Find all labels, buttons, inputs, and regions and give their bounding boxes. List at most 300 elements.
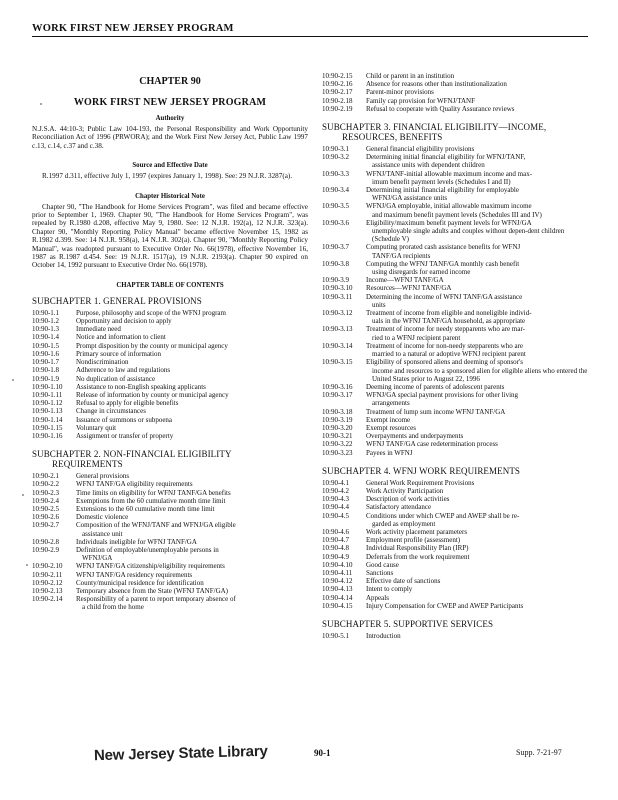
right-column — [322, 72, 589, 640]
section-title — [364, 408, 589, 416]
toc-entry — [32, 309, 308, 317]
section-number: 10:90-3.7 — [322, 243, 350, 252]
section-number: 10:90-4.10 — [322, 560, 353, 569]
subchapter-1-heading — [32, 296, 308, 306]
section-title — [364, 602, 589, 610]
history-text: Chapter 90, "The Handbook for Home Services Program", was filed and became effective prior to September 1, 1969. Chapter 90, "The Handbook for Home Services Program", was repealed by R.1980 d.208, effective May 9, 1980. See: 12 N.J.R. 192(a), 12 N.J.R. 323(a). Chapter 90, "Monthly Reporting Policy Manual" became effective November 15, 1982 as R.1982 d.399. See: 14 N.J.R. 958(a), 14 N.J.R. 302(a). Chapter 90, "Monthly Reporting Policy Manual", was readopted pursuant to Executive Order No. 66(1978), effective November 16, 1987 as R.1987 d.454. See: 19 N.J.R. 1517(a), 19 N.J.R. 2193(a). Chapter 90 expired on October 14, 1992 pursuant to Executive Order No. 66(1978). — [32, 202, 308, 270]
section-title — [74, 480, 308, 488]
section-title — [364, 449, 589, 457]
section-title — [364, 536, 589, 544]
section-title — [74, 571, 308, 579]
toc-entry — [32, 342, 308, 350]
section-title-wrap: uals in the WFNJ TANF/GA household, as appropriate — [372, 317, 526, 326]
authority-text: N.J.S.A. 44:10-3; Public Law 104-193, the Personal Responsibility and Work Opportunity Reconciliation Act of 1996 (PRWORA); and the Work First New Jersey Act, Public Law 1997 c.13, c.14, c.37 and c.38. — [32, 125, 308, 150]
section-number: 10:90-1.9 — [32, 374, 60, 383]
toc-entry — [32, 383, 308, 391]
toc-entry — [32, 513, 308, 521]
section-title-text: Effective date of sanctions — [366, 577, 441, 586]
section-title — [74, 587, 308, 595]
section-title — [364, 145, 589, 153]
section-title-text: Treatment of income from eligible and noneligible individ- — [366, 309, 532, 318]
toc-entry — [32, 489, 308, 497]
section-title-text: Assignment or transfer of property — [76, 431, 174, 440]
section-title-text: Injury Compensation for CWEP and AWEP Participants — [366, 601, 524, 610]
section-title-text: Description of work activities — [366, 495, 450, 504]
section-title — [74, 375, 308, 383]
toc-entry — [32, 571, 308, 579]
section-number: 10:90-1.16 — [32, 431, 63, 440]
section-title — [364, 260, 589, 276]
section-title-wrap: income and resources to a sponsored alien for eligible aliens who entered the United States prior to August 22, 1996 — [372, 366, 588, 383]
section-title-text: Eligibility/maximum benefit payment levels for WFNJ/GA — [366, 218, 532, 227]
section-title — [74, 317, 308, 325]
section-title — [364, 284, 589, 292]
section-title-wrap: unemployable single adults and couples without depen-dent children (Schedule V) — [372, 227, 565, 244]
section-title — [74, 325, 308, 333]
section-title-text: General Work Requirement Provisions — [366, 478, 475, 487]
section-title-text: Eligibility of sponsored aliens and deeming of sponsor's — [366, 358, 523, 367]
section-title-text: Good cause — [366, 560, 399, 569]
section-title — [364, 309, 589, 325]
subchapter-5-heading — [322, 619, 589, 629]
section-title — [364, 88, 589, 96]
toc-entry — [322, 569, 589, 577]
section-title-text: Voluntary quit — [76, 423, 117, 432]
section-title-text: Overpayments and underpayments — [366, 432, 464, 441]
section-number: 10:90-2.1 — [32, 472, 60, 481]
section-title-text: Issuance of summons or subpoena — [76, 415, 173, 424]
section-number: 10:90-4.13 — [322, 585, 353, 594]
section-title — [364, 487, 589, 495]
toc-entry — [322, 88, 589, 96]
toc-entry — [322, 97, 589, 105]
section-title-wrap: garded as employment — [372, 519, 436, 528]
toc-entry — [322, 153, 589, 169]
toc-entry — [32, 424, 308, 432]
toc-entry — [322, 449, 589, 457]
toc-entry — [322, 632, 589, 640]
section-number: 10:90-4.5 — [322, 511, 350, 520]
section-number: 10:90-2.7 — [32, 521, 60, 530]
section-title — [364, 594, 589, 602]
toc-entry — [32, 562, 308, 570]
toc-entry — [322, 284, 589, 292]
toc-entry — [322, 487, 589, 495]
toc-entry — [322, 342, 589, 358]
section-title — [364, 479, 589, 487]
supplement-date: Supp. 7-21-97 — [516, 748, 562, 757]
section-number: 10:90-4.15 — [322, 601, 353, 610]
toc-entry — [322, 602, 589, 610]
subchapter-3-list — [322, 145, 589, 457]
section-title-text: Assistance to non-English speaking applicants — [76, 382, 206, 391]
toc-entry — [32, 407, 308, 415]
authority-heading: Authority — [155, 115, 185, 122]
toc-entry — [322, 503, 589, 511]
section-number: 10:90-3.13 — [322, 325, 353, 334]
section-title — [74, 579, 308, 587]
section-title-text: Treatment of lump sum income WFNJ TANF/GA — [366, 407, 506, 416]
section-title-text: Determining the income of WFNJ TANF/GA assistance — [366, 292, 523, 301]
section-title — [364, 325, 589, 341]
section-number: 10:90-2.14 — [32, 595, 63, 604]
section-number: 10:90-3.20 — [322, 423, 353, 432]
toc-entry — [322, 202, 589, 218]
toc-entry — [322, 293, 589, 309]
toc-entry — [32, 366, 308, 374]
toc-entry — [32, 497, 308, 505]
section-number: 10:90-1.4 — [32, 333, 60, 342]
section-number: 10:90-1.7 — [32, 358, 60, 367]
section-title — [364, 503, 589, 511]
section-number: 10:90-2.9 — [32, 545, 60, 554]
section-title-text: Deeming income of parents of adolescent parents — [366, 382, 505, 391]
toc-entry — [32, 480, 308, 488]
subchapter-1-title: SUBCHAPTER 1. GENERAL PROVISIONS — [32, 295, 202, 306]
section-title-text: Definition of employable/unemployable persons in — [76, 545, 219, 554]
toc-entry — [322, 72, 589, 80]
toc-entry — [322, 432, 589, 440]
chapter-title: WORK FIRST NEW JERSEY PROGRAM — [73, 97, 267, 108]
toc-entry — [32, 595, 308, 611]
section-number: 10:90-1.14 — [32, 415, 63, 424]
toc-entry — [32, 317, 308, 325]
section-title — [74, 595, 308, 611]
section-title — [74, 489, 308, 497]
section-title — [74, 562, 308, 570]
section-number: 10:90-1.8 — [32, 366, 60, 375]
section-title-wrap: WFNJ/GA — [82, 554, 113, 563]
section-title — [364, 358, 589, 383]
section-title — [364, 391, 589, 407]
section-title — [364, 186, 589, 202]
section-number: 10:90-3.23 — [322, 448, 353, 457]
section-title-text: Treatment of income for non-needy stepparents who are — [366, 341, 523, 350]
toc-entry — [322, 219, 589, 244]
subchapter-2-title: SUBCHAPTER 2. NON-FINANCIAL ELIGIBILITY — [32, 449, 232, 460]
section-title — [364, 342, 589, 358]
section-title-text: Individual Responsibility Plan (IRP) — [366, 544, 469, 553]
section-number: 10:90-2.11 — [32, 570, 63, 579]
section-title-text: Computing the WFNJ TANF/GA monthly cash benefit — [366, 259, 520, 268]
section-title — [74, 399, 308, 407]
section-title-text: Deferrals from the work requirement — [366, 552, 470, 561]
section-number: 10:90-4.1 — [322, 478, 350, 487]
scan-speck — [12, 379, 14, 381]
section-title-text: Individuals ineligible for WFNJ TANF/GA — [76, 537, 197, 546]
section-title-text: Purpose, philosophy and scope of the WFNJ program — [76, 308, 226, 317]
section-number: 10:90-3.2 — [322, 153, 350, 162]
section-title — [74, 366, 308, 374]
section-title-wrap: using disregards for earned income — [372, 268, 471, 277]
section-title-text: Change in circumstances — [76, 407, 146, 416]
section-number: 10:90-4.8 — [322, 544, 350, 553]
toc-entry — [32, 391, 308, 399]
section-title-text: Composition of the WFNJ/TANF and WFNJ/GA eligible — [76, 521, 236, 530]
section-number: 10:90-2.10 — [32, 562, 63, 571]
toc-entry — [322, 325, 589, 341]
toc-entry — [322, 260, 589, 276]
section-title — [74, 513, 308, 521]
section-number: 10:90-4.4 — [322, 503, 350, 512]
subchapter-4-title: SUBCHAPTER 4. WFNJ WORK REQUIREMENTS — [322, 465, 521, 476]
section-title — [364, 528, 589, 536]
section-number: 10:90-3.21 — [322, 432, 353, 441]
section-title — [74, 416, 308, 424]
library-stamp: New Jersey State Library — [93, 742, 268, 765]
section-number: 10:90-1.11 — [32, 390, 63, 399]
section-title — [74, 383, 308, 391]
section-title-text: WFNJ TANF/GA case redetermination process — [366, 440, 498, 449]
toc-entry — [322, 358, 589, 383]
section-title — [74, 497, 308, 505]
section-title-text: Exempt resources — [366, 423, 416, 432]
section-number: 10:90-1.3 — [32, 325, 60, 334]
section-title-text: Notice and information to client — [76, 333, 166, 342]
section-number: 10:90-3.5 — [322, 202, 350, 211]
section-title — [364, 72, 589, 80]
section-number: 10:90-2.12 — [32, 578, 63, 587]
subchapter-5-title: SUBCHAPTER 5. SUPPORTIVE SERVICES — [322, 618, 494, 629]
section-number: 10:90-1.5 — [32, 341, 60, 350]
toc-entry — [322, 594, 589, 602]
section-title-text: Conditions under which CWEP and AWEP shall be re- — [366, 511, 520, 520]
subchapter-3-heading — [322, 122, 589, 142]
section-title — [74, 342, 308, 350]
section-title — [364, 512, 589, 528]
section-title — [364, 416, 589, 424]
section-title — [364, 202, 589, 218]
section-title — [364, 632, 589, 640]
section-title — [364, 440, 589, 448]
section-title — [364, 432, 589, 440]
section-title-text: WFNJ/GA employable, initial allowable maximum income — [366, 202, 532, 211]
section-title — [74, 521, 308, 537]
toc-entry — [322, 80, 589, 88]
section-title-text: Time limits on eligibility for WFNJ TANF/GA benefits — [76, 488, 231, 497]
toc-entry — [32, 432, 308, 440]
section-number: 10:90-2.15 — [322, 72, 353, 80]
section-number: 10:90-3.17 — [322, 391, 353, 400]
section-number: 10:90-5.1 — [322, 631, 350, 640]
section-title — [74, 391, 308, 399]
section-title — [364, 495, 589, 503]
section-title-text: Resources—WFNJ TANF/GA — [366, 284, 452, 293]
section-title-text: Opportunity and decision to apply — [76, 317, 172, 326]
toc-entry — [32, 587, 308, 595]
subchapter-3-title: SUBCHAPTER 3. FINANCIAL ELIGIBILITY—INCOME, — [322, 122, 547, 133]
section-number: 10:90-3.9 — [322, 276, 350, 285]
section-title-text: WFNJ/TANF-initial allowable maximum income and max- — [366, 169, 533, 178]
section-number: 10:90-3.8 — [322, 259, 350, 268]
section-title-wrap: assistance unit — [82, 529, 123, 538]
section-number: 10:90-4.3 — [322, 495, 350, 504]
section-title — [74, 424, 308, 432]
running-head: WORK FIRST NEW JERSEY PROGRAM — [32, 23, 588, 37]
section-number: 10:90-4.7 — [322, 536, 350, 545]
section-number: 10:90-2.2 — [32, 480, 60, 489]
toc-entry — [322, 561, 589, 569]
section-number: 10:90-1.1 — [32, 308, 60, 317]
subchapter-4-list — [322, 479, 589, 610]
toc-entry — [322, 391, 589, 407]
section-title — [364, 243, 589, 259]
section-title-wrap: and maximum benefit payment levels (Schedules III and IV) — [372, 210, 542, 219]
section-number: 10:90-4.2 — [322, 486, 350, 495]
section-title-text: Refusal to cooperate with Quality Assurance reviews — [366, 104, 515, 113]
subchapter-2-list-continued — [322, 72, 589, 113]
toc-entry — [322, 105, 589, 113]
toc-entry — [32, 375, 308, 383]
left-column — [32, 70, 308, 612]
toc-entry — [32, 521, 308, 537]
subchapter-2-heading — [32, 449, 308, 469]
section-number: 10:90-1.2 — [32, 317, 60, 326]
section-number: 10:90-3.19 — [322, 415, 353, 424]
section-title — [364, 293, 589, 309]
section-title-text: Domestic violence — [76, 513, 129, 522]
section-title-text: Adherence to law and regulations — [76, 366, 171, 375]
section-number: 10:90-3.4 — [322, 186, 350, 195]
section-title-text: WFNJ TANF/GA residency requirements — [76, 570, 193, 579]
source-text: R.1997 d.311, effective July 1, 1997 (expires January 1, 1998). See: 29 N.J.R. 3287(a). — [42, 172, 293, 181]
toc-entry — [32, 538, 308, 546]
toc-entry — [322, 553, 589, 561]
section-title-text: No duplication of assistance — [76, 374, 156, 383]
section-number: 10:90-2.5 — [32, 504, 60, 513]
toc-heading: CHAPTER TABLE OF CONTENTS — [116, 281, 224, 289]
section-number: 10:90-2.4 — [32, 496, 60, 505]
history-heading: Chapter Historical Note — [135, 192, 205, 200]
section-number: 10:90-1.12 — [32, 399, 63, 408]
toc-entry — [322, 276, 589, 284]
subchapter-5-list — [322, 632, 589, 640]
section-number: 10:90-2.19 — [322, 104, 353, 113]
section-title-text: Refusal to apply for eligible benefits — [76, 399, 179, 408]
toc-entry — [322, 495, 589, 503]
section-title — [74, 505, 308, 513]
section-number: 10:90-2.6 — [32, 513, 60, 522]
toc-entry — [322, 577, 589, 585]
section-number: 10:90-3.1 — [322, 145, 350, 154]
section-number: 10:90-3.6 — [322, 218, 350, 227]
toc-entry — [322, 416, 589, 424]
section-title — [364, 553, 589, 561]
section-title-text: Nondiscrimination — [76, 358, 129, 367]
section-number: 10:90-2.3 — [32, 488, 60, 497]
page-number: 90-1 — [314, 748, 331, 758]
section-title-text: Determining initial financial eligibility for WFNJ/TANF, — [366, 153, 526, 162]
section-title — [364, 577, 589, 585]
section-title-wrap: units — [372, 300, 386, 309]
section-title-text: WFNJ/GA special payment provisions for other living — [366, 391, 519, 400]
toc-entry — [322, 408, 589, 416]
section-number: 10:90-3.15 — [322, 358, 353, 367]
section-number: 10:90-3.3 — [322, 169, 350, 178]
toc-entry — [322, 440, 589, 448]
toc-entry — [32, 546, 308, 562]
section-title-text: Prompt disposition by the county or municipal agency — [76, 341, 228, 350]
section-title-text: Extensions to the 60 cumulative month time limit — [76, 504, 215, 513]
toc-entry — [322, 585, 589, 593]
toc-entry — [32, 472, 308, 480]
section-title-text: Exemptions from the 60 cumulative month time limit — [76, 496, 226, 505]
section-title-wrap: a child from the home — [82, 603, 144, 612]
section-title — [364, 80, 589, 88]
scan-speck — [26, 564, 28, 566]
section-title-wrap: arrangements — [372, 399, 410, 408]
section-title-text: Determining initial financial eligibility for employable — [366, 186, 519, 195]
toc-entry — [32, 358, 308, 366]
section-title — [364, 424, 589, 432]
section-number: 10:90-3.14 — [322, 341, 353, 350]
section-number: 10:90-4.11 — [322, 568, 353, 577]
toc-entry — [322, 383, 589, 391]
section-title-text: Exempt income — [366, 415, 411, 424]
section-number: 10:90-3.12 — [322, 309, 353, 318]
section-number: 10:90-2.8 — [32, 537, 60, 546]
section-title-text: Introduction — [366, 631, 401, 640]
section-title — [74, 358, 308, 366]
toc-entry — [32, 333, 308, 341]
toc-entry — [322, 243, 589, 259]
section-title — [74, 546, 308, 562]
subchapter-4-heading — [322, 466, 589, 476]
section-title-text: Parent-minor provisions — [366, 88, 434, 97]
subchapter-1-list — [32, 309, 308, 440]
section-title-text: Income—WFNJ TANF/GA — [366, 276, 444, 285]
section-title-text: Responsibility of a parent to report temporary absence of — [76, 595, 236, 604]
section-number: 10:90-2.13 — [32, 586, 63, 595]
section-title-text: Work activity placement parameters — [366, 527, 468, 536]
section-title-text: WFNJ TANF/GA citizenship/eligibility requirements — [76, 562, 225, 571]
section-title-text: County/municipal residence for identification — [76, 578, 204, 587]
toc-entry — [322, 145, 589, 153]
section-title-wrap: TANF/GA recipients — [372, 251, 431, 260]
subchapter-2-title-cont: REQUIREMENTS — [52, 459, 123, 470]
section-title-text: Child or parent in an institution — [366, 72, 455, 80]
section-number: 10:90-3.18 — [322, 407, 353, 416]
subchapter-2-list — [32, 472, 308, 611]
section-title-wrap: ried to a WFNJ recipient parent — [372, 333, 461, 342]
section-title — [364, 569, 589, 577]
toc-entry — [32, 399, 308, 407]
source-heading: Source and Effective Date — [132, 162, 208, 170]
section-title-text: Intent to comply — [366, 585, 413, 594]
section-number: 10:90-4.9 — [322, 552, 350, 561]
section-title — [74, 472, 308, 480]
section-title-text: Release of information by county or municipal agency — [76, 390, 229, 399]
section-number: 10:90-1.13 — [32, 407, 63, 416]
section-title-text: Satisfactory attendance — [366, 503, 432, 512]
section-number: 10:90-2.18 — [322, 96, 353, 105]
section-number: 10:90-1.10 — [32, 382, 63, 391]
section-title-text: Primary source of information — [76, 349, 161, 358]
toc-entry — [32, 505, 308, 513]
section-title — [74, 309, 308, 317]
toc-entry — [322, 170, 589, 186]
section-title-text: Computing prorated cash assistance benefits for WFNJ — [366, 243, 521, 252]
subchapter-3-title-cont: RESOURCES, BENEFITS — [342, 132, 443, 143]
section-number: 10:90-3.16 — [322, 382, 353, 391]
section-title-text: Employment profile (assessment) — [366, 536, 461, 545]
section-title-text: Family cap provision for WFNJ/TANF — [366, 96, 475, 105]
toc-entry — [322, 186, 589, 202]
section-number: 10:90-3.11 — [322, 292, 353, 301]
toc-entry — [322, 479, 589, 487]
section-number: 10:90-1.6 — [32, 349, 60, 358]
page-footer — [0, 742, 618, 782]
